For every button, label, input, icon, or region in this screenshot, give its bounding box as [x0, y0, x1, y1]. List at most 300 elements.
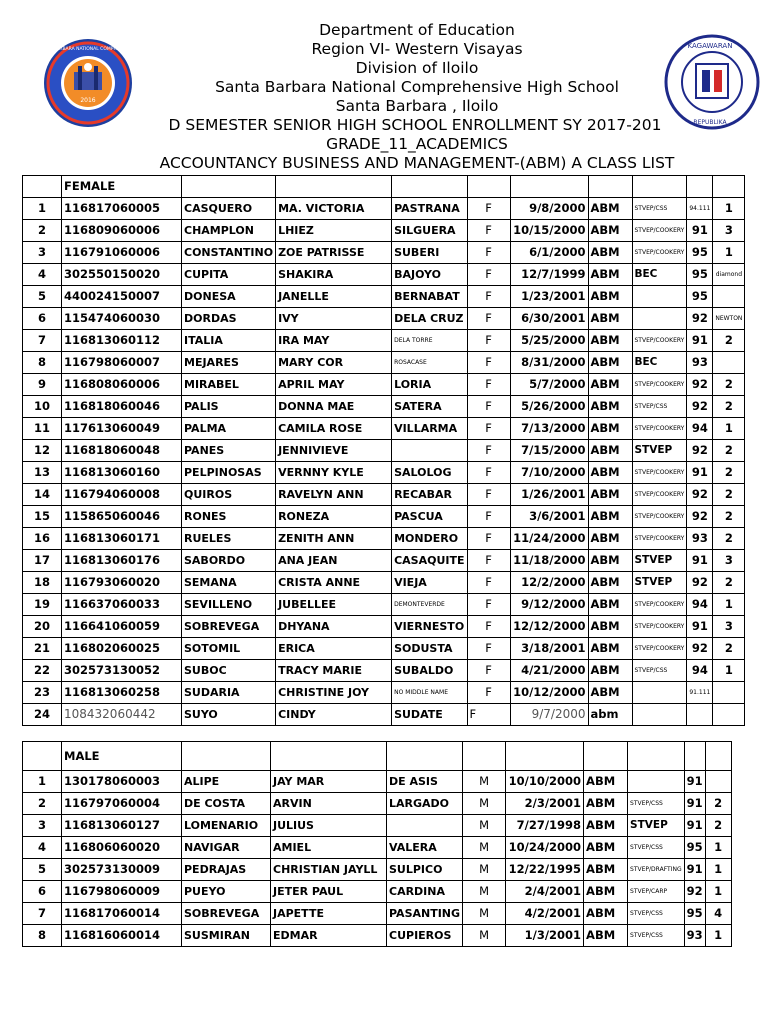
- cell-rem: STVEP/COOKERY: [632, 616, 687, 638]
- cell-sec: 1: [713, 418, 745, 440]
- cell-avg: 91: [684, 815, 705, 837]
- cell-avg: 92: [687, 506, 713, 528]
- cell-rem: STVEP/CSS: [628, 837, 685, 859]
- cell-mid: PASCUA: [392, 506, 467, 528]
- cell-sec: 2: [713, 440, 745, 462]
- cell-track: abm: [588, 704, 632, 726]
- cell-dob: 6/30/2001: [510, 308, 588, 330]
- cell-sex: F: [467, 638, 510, 660]
- cell-sec: diamond: [713, 264, 745, 286]
- cell-dob: 7/13/2000: [510, 418, 588, 440]
- cell-avg: 93: [687, 352, 713, 374]
- cell-avg: 92: [687, 484, 713, 506]
- cell-track: ABM: [588, 418, 632, 440]
- cell-track: ABM: [588, 286, 632, 308]
- cell-lrn: 116813060160: [62, 462, 182, 484]
- cell-sec: 1: [705, 925, 731, 947]
- cell-rem: [628, 771, 685, 793]
- cell-last: SUBOC: [182, 660, 276, 682]
- cell-track: ABM: [588, 550, 632, 572]
- cell-first: RONEZA: [276, 506, 392, 528]
- cell-last: SUYO: [182, 704, 276, 726]
- cell-track: ABM: [588, 352, 632, 374]
- cell-no: 7: [23, 903, 62, 925]
- cell-mid: [392, 440, 467, 462]
- cell-rem: STVEP/COOKERY: [632, 462, 687, 484]
- table-row: [23, 528, 745, 550]
- header-cell: [632, 176, 687, 198]
- cell-mid: SILGUERA: [392, 220, 467, 242]
- cell-dob: 2/3/2001: [506, 793, 584, 815]
- cell-sec: 2: [713, 506, 745, 528]
- cell-no: 6: [23, 308, 62, 330]
- cell-sec: 2: [713, 572, 745, 594]
- cell-avg: 93: [684, 925, 705, 947]
- cell-lrn: 302550150020: [62, 264, 182, 286]
- cell-track: ABM: [588, 638, 632, 660]
- cell-no: 5: [23, 286, 62, 308]
- cell-lrn: 116791060006: [62, 242, 182, 264]
- cell-last: PALMA: [182, 418, 276, 440]
- cell-lrn: 116798060009: [62, 881, 182, 903]
- cell-first: ZOE PATRISSE: [276, 242, 392, 264]
- header-class-list: ACCOUNTANCY BUSINESS AND MANAGEMENT-(ABM) A CLASS LIST: [159, 154, 675, 172]
- cell-sec: 2: [713, 638, 745, 660]
- cell-avg: 91: [687, 616, 713, 638]
- cell-dob: 12/2/2000: [510, 572, 588, 594]
- cell-first: CAMILA ROSE: [276, 418, 392, 440]
- header-cell: [23, 742, 62, 771]
- table-row: [23, 264, 745, 286]
- cell-mid: PASANTING: [387, 903, 463, 925]
- cell-mid: CARDINA: [387, 881, 463, 903]
- cell-sex: M: [463, 881, 506, 903]
- svg-text:REPUBLIKA: REPUBLIKA: [693, 119, 727, 126]
- cell-avg: 95: [687, 264, 713, 286]
- cell-dob: 1/3/2001: [506, 925, 584, 947]
- cell-first: JUBELLEE: [276, 594, 392, 616]
- cell-lrn: 440024150007: [62, 286, 182, 308]
- cell-sec: 1: [705, 837, 731, 859]
- cell-mid: DELA CRUZ: [392, 308, 467, 330]
- cell-track: ABM: [588, 308, 632, 330]
- cell-no: 9: [23, 374, 62, 396]
- cell-last: DORDAS: [182, 308, 276, 330]
- cell-first: JULIUS: [271, 815, 387, 837]
- cell-track: ABM: [588, 594, 632, 616]
- cell-lrn: 116817060014: [62, 903, 182, 925]
- table-row: [23, 616, 745, 638]
- cell-lrn: 116813060112: [62, 330, 182, 352]
- header-cell: [276, 176, 392, 198]
- table-row: [23, 881, 732, 903]
- cell-last: MIRABEL: [182, 374, 276, 396]
- cell-no: 11: [23, 418, 62, 440]
- cell-no: 3: [23, 242, 62, 264]
- cell-track: ABM: [584, 771, 628, 793]
- female-roster-table: [22, 175, 745, 726]
- cell-sex: F: [467, 550, 510, 572]
- cell-first: JANELLE: [276, 286, 392, 308]
- cell-avg: 91: [684, 859, 705, 881]
- cell-rem: STVEP: [632, 440, 687, 462]
- cell-last: CHAMPLON: [182, 220, 276, 242]
- cell-first: DONNA MAE: [276, 396, 392, 418]
- cell-no: 3: [23, 815, 62, 837]
- cell-first: JAY MAR: [271, 771, 387, 793]
- cell-no: 1: [23, 771, 62, 793]
- cell-rem: STVEP/COOKERY: [632, 506, 687, 528]
- cell-dob: 4/2/2001: [506, 903, 584, 925]
- cell-last: CUPITA: [182, 264, 276, 286]
- cell-mid: SUBERI: [392, 242, 467, 264]
- cell-mid: SATERA: [392, 396, 467, 418]
- cell-dob: 12/12/2000: [510, 616, 588, 638]
- cell-sex: F: [467, 418, 510, 440]
- cell-avg: 91: [684, 793, 705, 815]
- header-cell: [584, 742, 628, 771]
- cell-no: 8: [23, 925, 62, 947]
- header-cell: [23, 176, 62, 198]
- cell-avg: 91: [687, 462, 713, 484]
- cell-first: JENNIVIEVE: [276, 440, 392, 462]
- cell-avg: 95: [687, 286, 713, 308]
- cell-sex: F: [467, 682, 510, 704]
- cell-last: PALIS: [182, 396, 276, 418]
- cell-sex: F: [467, 396, 510, 418]
- cell-last: PEDRAJAS: [182, 859, 271, 881]
- cell-no: 20: [23, 616, 62, 638]
- cell-avg: 92: [687, 638, 713, 660]
- cell-first: ZENITH ANN: [276, 528, 392, 550]
- male-roster-table: [22, 741, 732, 947]
- document-header: [0, 0, 768, 175]
- cell-lrn: 116816060014: [62, 925, 182, 947]
- header-enrollment-title: D SEMESTER SENIOR HIGH SCHOOL ENROLLMENT SY 2017-201: [168, 116, 662, 134]
- cell-no: 21: [23, 638, 62, 660]
- table-row: [23, 374, 745, 396]
- cell-no: 24: [23, 704, 62, 726]
- cell-sec: 2: [713, 484, 745, 506]
- cell-sec: 2: [713, 528, 745, 550]
- cell-no: 15: [23, 506, 62, 528]
- table-row: [23, 198, 745, 220]
- header-location: Santa Barbara , Iloilo: [335, 97, 499, 115]
- cell-sex: F: [467, 616, 510, 638]
- cell-rem: BEC: [632, 264, 687, 286]
- cell-first: LHIEZ: [276, 220, 392, 242]
- cell-track: ABM: [588, 220, 632, 242]
- cell-track: ABM: [588, 330, 632, 352]
- header-division: Division of Iloilo: [355, 59, 479, 77]
- cell-avg: 94.111: [687, 198, 713, 220]
- cell-avg: 92: [687, 308, 713, 330]
- cell-rem: STVEP/COOKERY: [632, 242, 687, 264]
- table-row: [23, 396, 745, 418]
- cell-track: ABM: [588, 660, 632, 682]
- cell-last: ALIPE: [182, 771, 271, 793]
- cell-track: ABM: [584, 925, 628, 947]
- cell-sec: [705, 771, 731, 793]
- cell-sex: M: [463, 837, 506, 859]
- cell-lrn: 116802060025: [62, 638, 182, 660]
- cell-dob: 10/12/2000: [510, 682, 588, 704]
- cell-dob: 1/23/2001: [510, 286, 588, 308]
- cell-track: ABM: [588, 616, 632, 638]
- cell-sex: F: [467, 330, 510, 352]
- cell-rem: [632, 308, 687, 330]
- cell-sec: [713, 704, 745, 726]
- cell-rem: STVEP: [628, 815, 685, 837]
- cell-lrn: 116809060006: [62, 220, 182, 242]
- cell-dob: 7/27/1998: [506, 815, 584, 837]
- cell-rem: STVEP/CSS: [628, 793, 685, 815]
- cell-mid: VALERA: [387, 837, 463, 859]
- table-row: [23, 837, 732, 859]
- cell-avg: 95: [684, 837, 705, 859]
- table-row: [23, 903, 732, 925]
- cell-avg: 94: [687, 594, 713, 616]
- cell-sec: 2: [705, 815, 731, 837]
- cell-rem: STVEP/CSS: [628, 925, 685, 947]
- cell-no: 23: [23, 682, 62, 704]
- cell-avg: 92: [684, 881, 705, 903]
- header-cell: [687, 176, 713, 198]
- header-department: Department of Education: [319, 21, 515, 39]
- cell-sec: 4: [705, 903, 731, 925]
- cell-track: ABM: [588, 484, 632, 506]
- cell-sec: 2: [713, 330, 745, 352]
- header-cell: [182, 742, 271, 771]
- cell-no: 18: [23, 572, 62, 594]
- cell-sex: F: [467, 440, 510, 462]
- cell-sex: F: [467, 660, 510, 682]
- cell-mid: DELA TORRE: [392, 330, 467, 352]
- cell-track: ABM: [588, 462, 632, 484]
- cell-last: SOBREVEGA: [182, 616, 276, 638]
- cell-track: ABM: [584, 881, 628, 903]
- cell-first: VERNNY KYLE: [276, 462, 392, 484]
- header-cell: [713, 176, 745, 198]
- cell-mid: LORIA: [392, 374, 467, 396]
- cell-first: RAVELYN ANN: [276, 484, 392, 506]
- cell-avg: 95: [684, 903, 705, 925]
- cell-last: PANES: [182, 440, 276, 462]
- cell-first: ARVIN: [271, 793, 387, 815]
- cell-rem: BEC: [632, 352, 687, 374]
- cell-track: ABM: [588, 264, 632, 286]
- cell-dob: 12/7/1999: [510, 264, 588, 286]
- cell-track: ABM: [588, 198, 632, 220]
- male-group-header: [23, 742, 732, 771]
- cell-lrn: 115474060030: [62, 308, 182, 330]
- cell-dob: 5/26/2000: [510, 396, 588, 418]
- table-row: [23, 418, 745, 440]
- cell-track: ABM: [588, 396, 632, 418]
- table-row: [23, 594, 745, 616]
- cell-dob: 10/15/2000: [510, 220, 588, 242]
- cell-sec: 2: [713, 462, 745, 484]
- table-row: [23, 859, 732, 881]
- cell-sec: 1: [713, 594, 745, 616]
- cell-no: 4: [23, 264, 62, 286]
- cell-first: MA. VICTORIA: [276, 198, 392, 220]
- cell-first: IVY: [276, 308, 392, 330]
- cell-track: ABM: [588, 374, 632, 396]
- cell-last: ITALIA: [182, 330, 276, 352]
- cell-avg: 93: [687, 528, 713, 550]
- cell-lrn: 116637060033: [62, 594, 182, 616]
- cell-mid: SODUSTA: [392, 638, 467, 660]
- cell-last: SEMANA: [182, 572, 276, 594]
- cell-last: SOBREVEGA: [182, 903, 271, 925]
- cell-avg: 91: [687, 330, 713, 352]
- cell-lrn: 115865060046: [62, 506, 182, 528]
- cell-track: ABM: [588, 242, 632, 264]
- cell-avg: 91: [687, 220, 713, 242]
- cell-sec: 1: [705, 881, 731, 903]
- header-cell: [588, 176, 632, 198]
- cell-sex: M: [463, 925, 506, 947]
- table-row: [23, 286, 745, 308]
- table-row: [23, 682, 745, 704]
- cell-sec: NEWTON: [713, 308, 745, 330]
- cell-mid: BAJOYO: [392, 264, 467, 286]
- cell-sex: F: [467, 572, 510, 594]
- cell-lrn: 116806060020: [62, 837, 182, 859]
- cell-sex: F: [467, 308, 510, 330]
- cell-rem: STVEP/COOKERY: [632, 220, 687, 242]
- cell-lrn: 117613060049: [62, 418, 182, 440]
- cell-rem: STVEP/CARP: [628, 881, 685, 903]
- cell-sec: [713, 286, 745, 308]
- cell-rem: STVEP/COOKERY: [632, 484, 687, 506]
- header-cell: [463, 742, 506, 771]
- cell-sex: F: [467, 704, 510, 726]
- cell-avg: 92: [687, 396, 713, 418]
- cell-mid: ROSACASE: [392, 352, 467, 374]
- cell-dob: 1/26/2001: [510, 484, 588, 506]
- cell-sec: 1: [713, 198, 745, 220]
- cell-first: TRACY MARIE: [276, 660, 392, 682]
- cell-lrn: 302573130009: [62, 859, 182, 881]
- cell-mid: RECABAR: [392, 484, 467, 506]
- cell-track: ABM: [584, 859, 628, 881]
- cell-dob: 9/8/2000: [510, 198, 588, 220]
- male-group-label: MALE: [62, 742, 182, 771]
- header-region: Region VI- Western Visayas: [311, 40, 523, 58]
- cell-first: JAPETTE: [271, 903, 387, 925]
- cell-lrn: 116813060258: [62, 682, 182, 704]
- cell-rem: STVEP/COOKERY: [632, 418, 687, 440]
- table-row: [23, 352, 745, 374]
- cell-mid: DE ASIS: [387, 771, 463, 793]
- cell-dob: 6/1/2000: [510, 242, 588, 264]
- header-cell: [705, 742, 731, 771]
- cell-lrn: 116818060046: [62, 396, 182, 418]
- table-row: [23, 815, 732, 837]
- cell-first: ERICA: [276, 638, 392, 660]
- cell-mid: SULPICO: [387, 859, 463, 881]
- cell-dob: 11/18/2000: [510, 550, 588, 572]
- cell-last: LOMENARIO: [182, 815, 271, 837]
- header-cell: [392, 176, 467, 198]
- cell-no: 1: [23, 198, 62, 220]
- cell-mid: DEMONTEVERDE: [392, 594, 467, 616]
- cell-sex: F: [467, 462, 510, 484]
- cell-sex: M: [463, 771, 506, 793]
- cell-mid: BERNABAT: [392, 286, 467, 308]
- cell-no: 6: [23, 881, 62, 903]
- cell-no: 19: [23, 594, 62, 616]
- cell-track: ABM: [584, 903, 628, 925]
- cell-dob: 8/31/2000: [510, 352, 588, 374]
- table-row: [23, 638, 745, 660]
- table-row: [23, 506, 745, 528]
- svg-text:KAGAWARAN: KAGAWARAN: [687, 42, 733, 50]
- cell-sex: F: [467, 264, 510, 286]
- cell-sex: F: [467, 286, 510, 308]
- cell-rem: STVEP: [632, 572, 687, 594]
- table-row: [23, 462, 745, 484]
- cell-rem: STVEP/CSS: [632, 660, 687, 682]
- table-row: [23, 220, 745, 242]
- cell-track: ABM: [588, 440, 632, 462]
- cell-track: ABM: [584, 837, 628, 859]
- cell-sec: [713, 682, 745, 704]
- female-group-header: [23, 176, 745, 198]
- cell-lrn: 116808060006: [62, 374, 182, 396]
- cell-dob: 11/24/2000: [510, 528, 588, 550]
- table-row: [23, 793, 732, 815]
- cell-dob: 5/25/2000: [510, 330, 588, 352]
- cell-sec: [713, 352, 745, 374]
- cell-last: CASQUERO: [182, 198, 276, 220]
- cell-no: 7: [23, 330, 62, 352]
- cell-mid: NO MIDDLE NAME: [392, 682, 467, 704]
- cell-mid: [387, 815, 463, 837]
- cell-dob: 7/10/2000: [510, 462, 588, 484]
- cell-rem: STVEP: [632, 550, 687, 572]
- cell-mid: PASTRANA: [392, 198, 467, 220]
- cell-track: ABM: [588, 528, 632, 550]
- cell-first: APRIL MAY: [276, 374, 392, 396]
- table-row: [23, 330, 745, 352]
- header-cell: [387, 742, 463, 771]
- cell-first: CHRISTINE JOY: [276, 682, 392, 704]
- cell-sex: F: [467, 506, 510, 528]
- cell-sec: 1: [713, 660, 745, 682]
- cell-last: PELPINOSAS: [182, 462, 276, 484]
- cell-rem: STVEP/CSS: [628, 903, 685, 925]
- table-row: [23, 440, 745, 462]
- cell-sex: M: [463, 859, 506, 881]
- cell-mid: LARGADO: [387, 793, 463, 815]
- cell-lrn: 116817060005: [62, 198, 182, 220]
- header-cell: [684, 742, 705, 771]
- cell-avg: 95: [687, 242, 713, 264]
- cell-last: QUIROS: [182, 484, 276, 506]
- cell-no: 2: [23, 793, 62, 815]
- cell-rem: [632, 704, 687, 726]
- table-row: [23, 771, 732, 793]
- cell-rem: STVEP/COOKERY: [632, 594, 687, 616]
- cell-rem: STVEP/CSS: [632, 198, 687, 220]
- cell-first: CHRISTIAN JAYLL: [271, 859, 387, 881]
- cell-rem: [632, 682, 687, 704]
- cell-track: ABM: [588, 682, 632, 704]
- cell-sec: 2: [705, 793, 731, 815]
